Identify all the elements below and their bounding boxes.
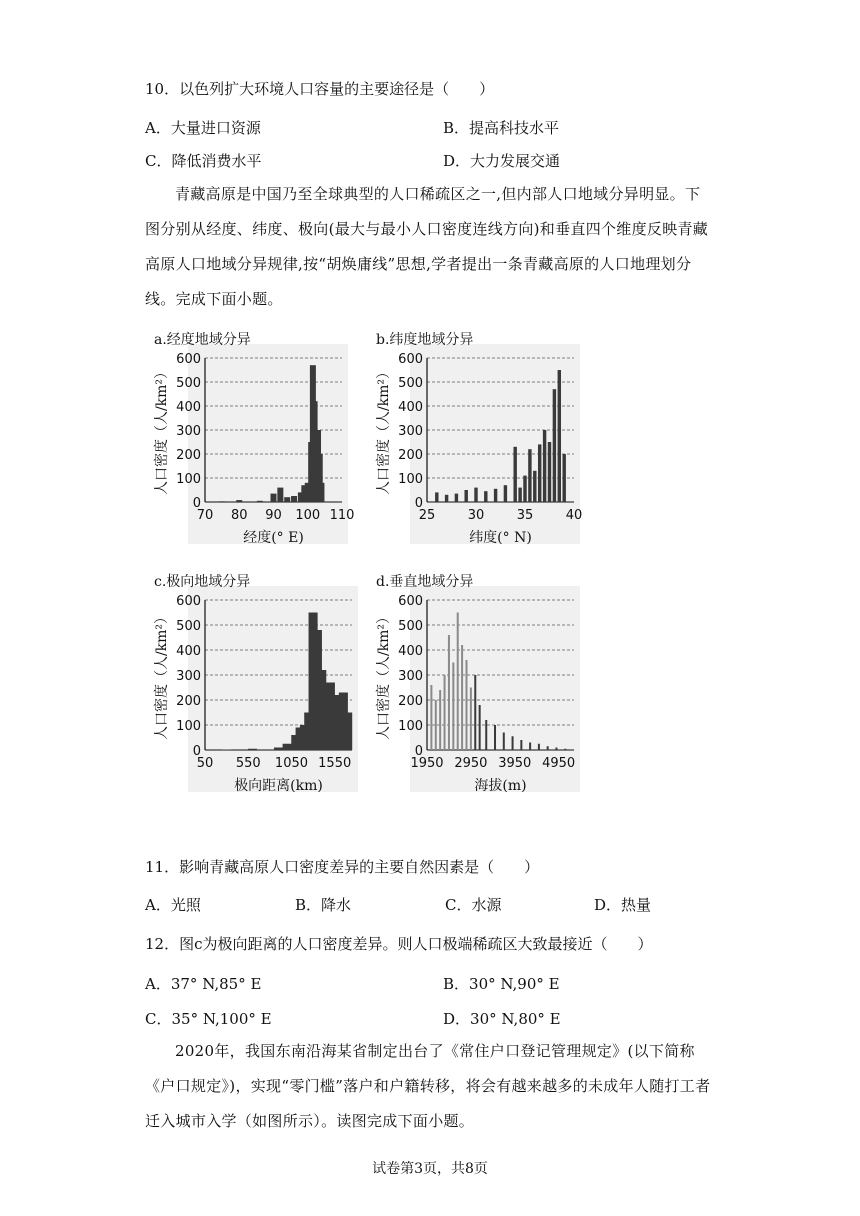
data-bar [284,497,290,502]
x-axis-label: 海拔(m) [474,778,527,794]
y-axis-label: 人口密度（人/km²） [154,364,170,496]
x-tick-label: 80 [230,508,248,523]
page-footer: 试卷第3页，共8页 [372,1161,488,1177]
chart-title: b.纬度地域分异 [376,332,474,348]
x-tick-label: 50 [196,756,214,771]
q12-option-a[interactable]: A．37° N,85° E [145,975,262,993]
data-bar [518,488,521,502]
y-tick-label: 600 [176,352,201,367]
data-bar [435,700,437,750]
q11-option-c[interactable]: C．水源 [445,896,502,914]
data-bar [494,725,496,750]
data-bar [504,485,507,502]
data-bar [271,494,277,502]
x-tick-label: 4950 [542,756,576,771]
q10-option-a[interactable]: A．大量进口资源 [145,119,261,137]
data-bar [564,749,566,750]
y-tick-label: 400 [176,644,201,659]
data-bar [435,492,438,502]
x-axis-label: 极向距离(km) [234,778,323,794]
y-tick-label: 100 [176,472,201,487]
data-bar [474,488,477,502]
data-bar [503,733,505,751]
y-tick-label: 0 [192,496,201,511]
intro-paragraph-1: 青藏高原是中国乃至全球典型的人口稀疏区之一,但内部人口地域分异明显。下图分别从经度、纬度、极向(最大与最小人口密度连线方向)和垂直四个维度反映青藏高原人口地域分异规律,按“胡焕庸线”思想,学者提出一条青藏高原的人口地理划分线。完成下面小题。 [145,185,709,308]
y-tick-label: 600 [398,352,423,367]
x-axis-label: 经度(° E) [243,530,304,546]
q11-option-d[interactable]: D．热量 [594,896,652,914]
data-bar [513,447,516,502]
y-tick-label: 0 [192,744,201,759]
y-tick-label: 300 [176,669,201,684]
data-bar [538,744,540,750]
chart-a [150,328,355,550]
y-tick-label: 100 [176,719,201,734]
y-tick-label: 0 [414,744,423,759]
data-bar [555,748,557,751]
data-bar [547,746,549,750]
x-tick-label: 70 [196,508,214,523]
chart-d [372,570,582,798]
data-bar [479,705,481,750]
data-bar [464,490,467,502]
y-tick-label: 100 [398,472,423,487]
y-tick-label: 500 [398,619,423,634]
y-tick-label: 100 [398,719,423,734]
chart-title: a.经度地域分异 [154,332,251,348]
intro-paragraph-2: 2020年，我国东南沿海某省制定出台了《常住户口登记管理规定》(以下简称《户口规定》)，实现“零门槛”落户和户籍转移，将会有越来越多的未成年人随打工者迁入城市入学（如图所示）。读图完成下面小题。 [145,1042,711,1130]
q12-option-b[interactable]: B．30° N,90° E [443,975,560,993]
data-bar [236,500,242,502]
x-tick-label: 2950 [454,756,488,771]
x-tick-label: 550 [235,756,261,771]
data-bar [461,645,463,750]
data-bar [465,660,467,750]
chart-title: d.垂直地域分异 [376,574,474,590]
data-bar [553,389,556,502]
data-bar [512,736,514,750]
data-bar [543,430,546,502]
chart-b [372,328,582,550]
data-bar [455,494,458,502]
y-tick-label: 400 [398,644,423,659]
x-tick-label: 100 [295,508,321,523]
data-bar [248,749,257,750]
y-tick-label: 0 [414,496,423,511]
y-tick-label: 200 [398,694,423,709]
x-tick-label: 1050 [274,756,309,771]
y-axis-label: 人口密度（人/km²） [376,609,392,741]
data-bar [439,690,441,750]
data-bar [494,489,497,502]
q11-option-a[interactable]: A．光照 [145,896,201,914]
data-bar [523,476,526,502]
q10-option-b[interactable]: B．提高科技水平 [443,119,560,137]
data-bar [529,743,531,751]
data-bar [445,495,448,502]
data-bar [452,663,454,751]
data-bar [474,675,476,750]
y-axis-label: 人口密度（人/km²） [376,364,392,496]
chart-title: c.极向地域分异 [154,574,251,590]
x-tick-label: 3950 [498,756,532,771]
y-tick-label: 600 [398,594,423,609]
data-bar [291,496,297,502]
y-tick-label: 500 [176,376,201,391]
y-tick-label: 200 [398,448,423,463]
y-tick-label: 300 [398,424,423,439]
data-bar [274,748,283,751]
data-bar [558,370,561,502]
data-bar [277,488,283,502]
data-bar [562,454,565,502]
q11-option-b[interactable]: B．降水 [295,896,352,914]
x-tick-label: 35 [516,508,534,523]
q10-stem: 10．以色列扩大环境人口容量的主要途径是（ ） [145,80,495,98]
data-bar [533,471,536,502]
chart-c [150,570,360,798]
q10-option-c[interactable]: C．降低消费水平 [145,152,262,170]
y-axis-label: 人口密度（人/km²） [154,609,170,741]
q12-option-d[interactable]: D．30° N,80° E [443,1010,561,1028]
x-tick-label: 25 [418,508,436,523]
data-bar [222,750,231,751]
q10-option-d[interactable]: D．大力发展交通 [443,152,561,170]
data-bar [457,613,459,751]
data-bar [484,491,487,502]
x-tick-label: 90 [265,508,282,523]
data-bar [343,713,352,751]
q11-stem: 11．影响青藏高原人口密度差异的主要自然因素是（ ） [145,858,540,876]
y-tick-label: 500 [176,619,201,634]
data-bar [444,675,446,750]
q12-option-c[interactable]: C．35° N,100° E [145,1010,272,1028]
data-bar [448,635,450,750]
y-tick-label: 200 [176,448,201,463]
data-bar [538,444,541,502]
data-bar [283,744,292,750]
y-tick-label: 600 [176,594,201,609]
y-tick-label: 200 [176,694,201,709]
y-tick-label: 400 [176,400,201,415]
x-axis-label: 纬度(° N) [469,530,532,546]
x-tick-label: 1950 [410,756,444,771]
y-tick-label: 300 [398,669,423,684]
data-bar [318,483,324,502]
data-bar [219,501,225,502]
y-tick-label: 300 [176,424,201,439]
q12-stem: 12．图c为极向距离的人口密度差异。则人口极端稀疏区大致最接近（ ） [145,935,653,953]
y-tick-label: 500 [398,376,423,391]
data-bar [430,685,432,750]
y-tick-label: 400 [398,400,423,415]
x-tick-label: 30 [467,508,485,523]
x-tick-label: 40 [565,508,583,523]
data-bar [548,442,551,502]
x-tick-label: 110 [329,508,355,523]
data-bar [470,688,472,751]
data-bar [520,740,522,750]
data-bar [257,501,263,502]
x-tick-label: 1550 [318,756,352,771]
data-bar [485,720,487,750]
data-bar [528,449,531,502]
